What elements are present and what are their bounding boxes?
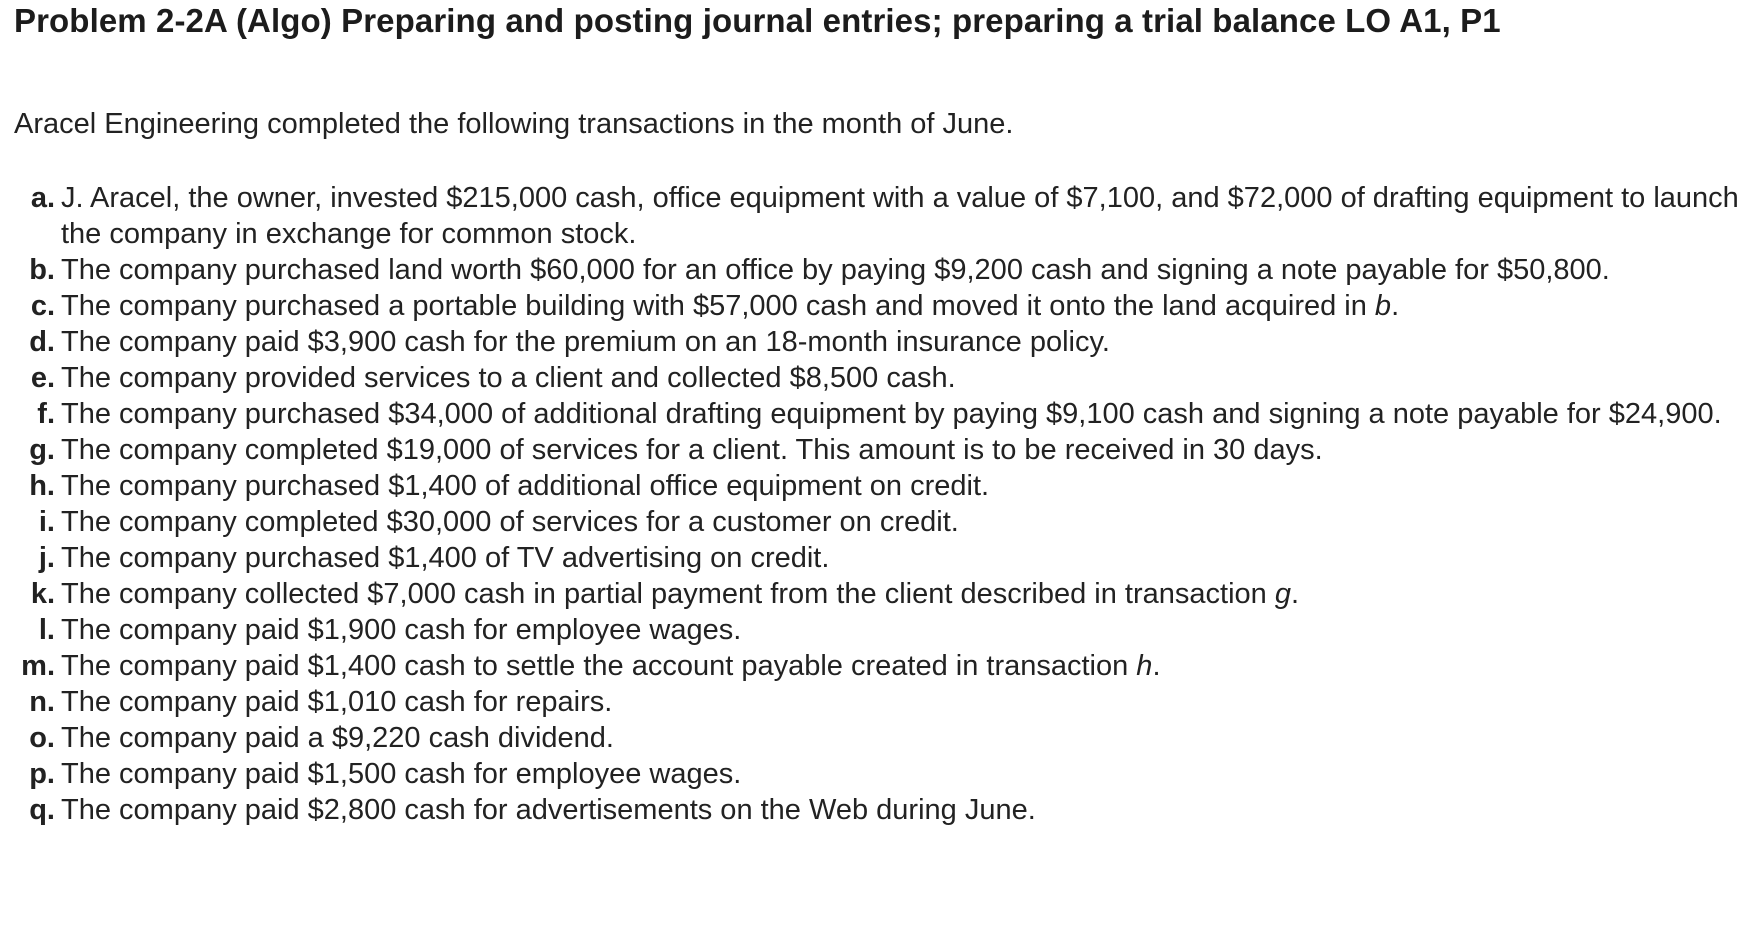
transaction-text: [55, 396, 1745, 432]
transaction-letter: d.: [29, 326, 55, 358]
transaction-letter: l.: [38, 614, 55, 646]
problem-title: Problem 2-2A (Algo) Preparing and posting journal entries; preparing a trial balance LO A1, P1: [14, 2, 1501, 39]
transaction-letter: a.: [30, 182, 55, 214]
transaction-text: [55, 756, 1745, 792]
transaction-item: [0, 612, 1745, 648]
transaction-description: The company purchased $1,400 of additional office equipment on credit.: [61, 470, 990, 502]
transaction-item: [0, 540, 1745, 576]
transaction-item: [0, 648, 1745, 684]
transaction-text: [55, 324, 1745, 360]
transaction-text: [55, 540, 1745, 576]
transaction-description: The company completed $30,000 of services for a customer on credit.: [61, 506, 959, 538]
transaction-text: [55, 432, 1745, 468]
transaction-letter: e.: [30, 362, 55, 394]
transaction-letter: o.: [29, 722, 55, 754]
transaction-item: [0, 396, 1745, 432]
transaction-description: The company purchased land worth $60,000 for an office by paying $9,200 cash and signing a note payable for $50,800.: [61, 254, 1610, 286]
transaction-text: [55, 576, 1745, 612]
transaction-text: [55, 468, 1745, 504]
transaction-text: [55, 360, 1745, 396]
transaction-description: The company paid $2,800 cash for advertisements on the Web during June.: [61, 794, 1036, 826]
transaction-text: [55, 252, 1745, 288]
transaction-item: [0, 684, 1745, 720]
transaction-text: [55, 612, 1745, 648]
transaction-item: [0, 180, 1745, 252]
transaction-description: The company paid $1,010 cash for repairs.: [61, 686, 613, 718]
problem-intro: Aracel Engineering completed the following transactions in the month of June.: [14, 108, 1014, 140]
transaction-description: The company paid $3,900 cash for the premium on an 18-month insurance policy.: [61, 326, 1110, 358]
transaction-reference: b: [1374, 290, 1392, 322]
transaction-letter: g.: [29, 434, 55, 466]
transaction-reference: h: [1136, 650, 1153, 682]
transaction-letter: h.: [29, 470, 55, 502]
transaction-text: [55, 504, 1745, 540]
transaction-letter: m.: [21, 650, 55, 682]
transaction-tail: .: [1391, 290, 1400, 322]
transaction-letter: j.: [38, 542, 55, 574]
transaction-reference: g: [1274, 578, 1291, 610]
transaction-item: [0, 288, 1745, 324]
transaction-description: The company paid $1,900 cash for employee wages.: [61, 614, 742, 646]
transaction-item: [0, 252, 1745, 288]
transaction-description: The company provided services to a client and collected $8,500 cash.: [61, 362, 956, 394]
transaction-text: [55, 288, 1745, 324]
transaction-text: [55, 684, 1745, 720]
transaction-text: [55, 648, 1745, 684]
transaction-description: The company collected $7,000 cash in partial payment from the client described in transaction: [61, 578, 1275, 610]
transaction-letter: f.: [37, 398, 55, 430]
transaction-letter: i.: [38, 506, 55, 538]
transaction-description: The company purchased $1,400 of TV advertising on credit.: [61, 542, 830, 574]
transaction-description: J. Aracel, the owner, invested $215,000 cash, office equipment with a value of $7,100, and $72,000 of drafting equipment to launch the company in exchange for common stock.: [61, 182, 1739, 250]
transaction-letter: q.: [29, 794, 55, 826]
transaction-tail: .: [1152, 650, 1161, 682]
transaction-text: [55, 792, 1745, 828]
transaction-item: [0, 792, 1745, 828]
transaction-item: [0, 360, 1745, 396]
transaction-description: The company paid a $9,220 cash dividend.: [61, 722, 614, 754]
transaction-letter: p.: [29, 758, 55, 790]
transaction-letter: c.: [30, 290, 55, 322]
transaction-item: [0, 756, 1745, 792]
transaction-tail: .: [1290, 578, 1300, 610]
transaction-item: [0, 504, 1745, 540]
transaction-description: The company paid $1,500 cash for employee wages.: [61, 758, 742, 790]
transaction-description: The company paid $1,400 cash to settle the account payable created in transaction: [61, 650, 1137, 682]
transactions-list: [0, 180, 1745, 828]
transaction-item: [0, 432, 1745, 468]
transaction-letter: k.: [30, 578, 55, 610]
transaction-item: [0, 576, 1745, 612]
transaction-item: [0, 468, 1745, 504]
transaction-text: [55, 720, 1745, 756]
transaction-description: The company purchased a portable building with $57,000 cash and moved it onto the land acquired in: [61, 290, 1375, 322]
transaction-description: The company completed $19,000 of services for a client. This amount is to be received in 30 days.: [61, 434, 1323, 466]
transaction-item: [0, 324, 1745, 360]
transaction-description: The company purchased $34,000 of additional drafting equipment by paying $9,100 cash and signing a note payable for $24,900.: [61, 398, 1722, 430]
transaction-text: [55, 180, 1745, 252]
transaction-letter: n.: [29, 686, 55, 718]
transaction-letter: b.: [29, 254, 55, 286]
transaction-item: [0, 720, 1745, 756]
